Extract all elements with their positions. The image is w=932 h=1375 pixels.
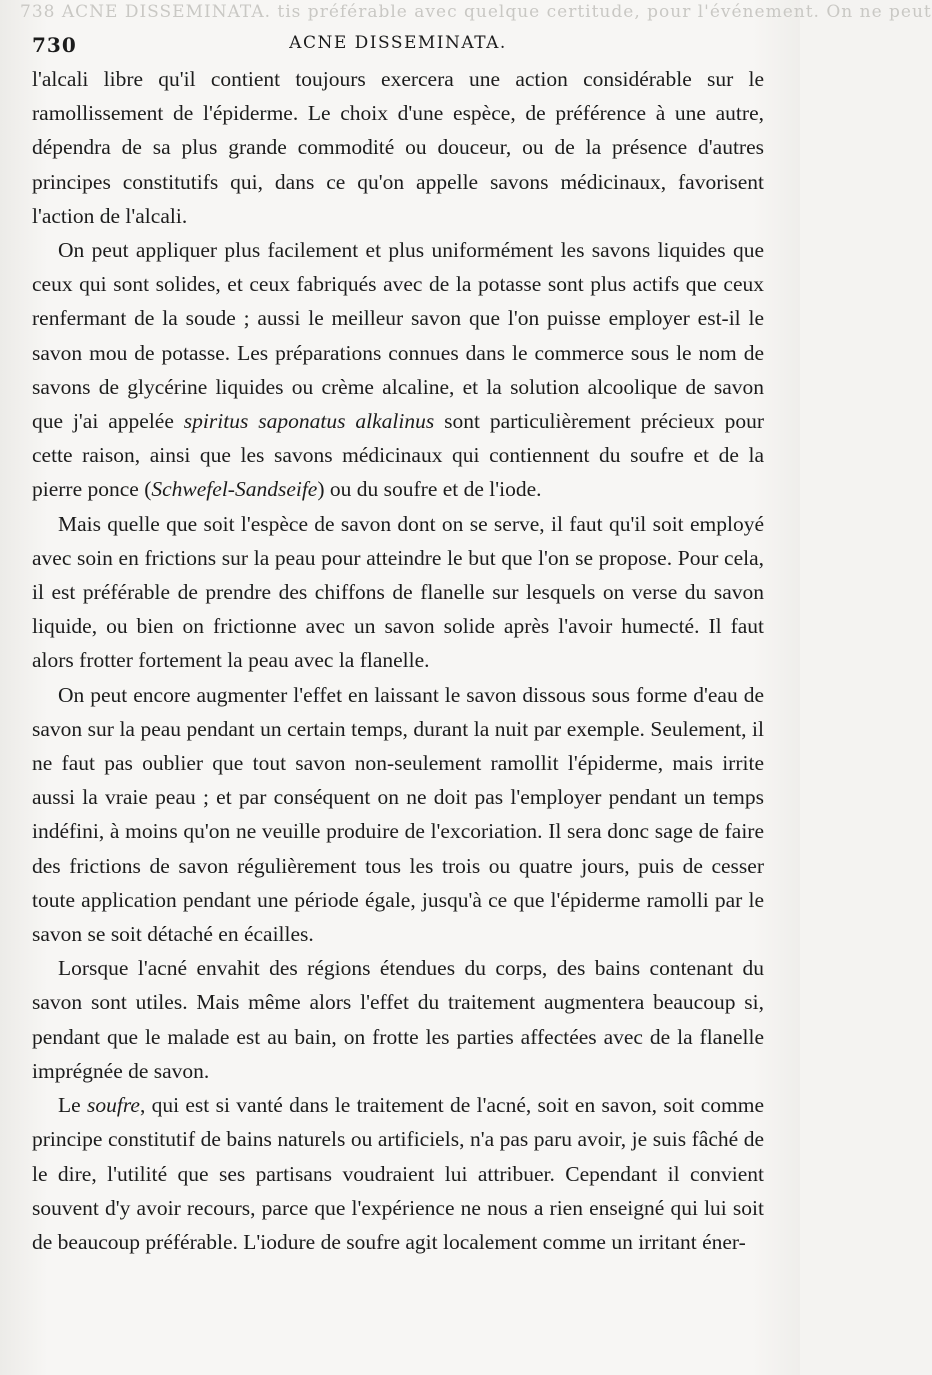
latin-term: spiritus saponatus alkalinus <box>183 409 435 434</box>
page-header <box>32 33 764 59</box>
paragraph-6: Le soufre, qui est si vanté dans le traitement de l'acné, soit en savon, soit comme principe constitutif de bains naturels ou artificiels, n'a pas paru avoir, je suis fâché de le dire, l'utilité que ses partisans voudraient lui attribuer. Cependant il convient souvent d'y avoir recours, parce que l'expérience ne nous a rien enseigné qui lui soit de beaucoup préférable. L'iodure de soufre agit localement comme un irritant éner- <box>32 1093 764 1254</box>
paragraph-1: l'alcali libre qu'il contient toujours exercera une action considérable sur le ramollissement de l'épiderme. Le choix d'une espèce, de préférence à une autre, dépendra de sa plus grande commodité ou douceur, ou de la présence d'autres principes constitutifs qui, dans ce qu'on appelle savons médicinaux, favorisent l'action de l'alcali. <box>32 67 764 228</box>
german-term: Schwefel-Sandseife <box>151 477 318 502</box>
paragraph-5: Lorsque l'acné envahit des régions étendues du corps, des bains contenant du savon sont utiles. Mais même alors l'effet du traitement augmentera beaucoup si, pendant que le malade est au bain, on frotte les parties affectées avec de la flanelle imprégnée de savon. <box>32 956 764 1083</box>
paragraph-4: On peut encore augmenter l'effet en laissant le savon dissous sous forme d'eau de savon sur la peau pendant un certain temps, durant la nuit par exemple. Seulement, il ne faut pas oublier que tout savon non-seulement ramollit l'épiderme, mais irrite aussi la vraie peau ; et par conséquent on ne doit pas l'employer pendant un temps indéfini, à moins qu'on ne veuille produire de l'excoriation. Il sera donc sage de faire des frictions de savon régulièrement tous les trois ou quatre jours, puis de cesser toute application pendant une période égale, jusqu'à ce que l'épiderme ramolli par le savon se soit détaché en écailles. <box>32 682 764 947</box>
paragraph-2: On peut appliquer plus facilement et plus uniformément les savons liquides que ceux qui sont solides, et ceux fabriqués avec de la potasse sont plus actifs que ceux renfermant de la soude ; aussi le meilleur savon que l'on puisse employer est-il le savon mou de potasse. Les préparations connues dans le commerce sous le nom de savons de glycérine liquides ou crème alcaline, et la solution alcoolique de savon que j'ai appelée spiritus saponatus alkalinus sont particulièrement précieux pour cette raison, ainsi que les savons médicinaux qui contiennent du soufre et de la pierre ponce (Schwefel-Sandseife) ou du soufre et de l'iode. <box>32 238 764 502</box>
soufre-term: soufre <box>86 1093 140 1118</box>
page-number: 730 <box>32 33 77 57</box>
body-text <box>32 62 764 1259</box>
bleed-through-text: 738 ACNE DISSEMINATA. tis préférable avec quelque certitude, pour l'événement. On ne peut <box>20 2 932 22</box>
paragraph-3: Mais quelle que soit l'espèce de savon dont on se serve, il faut qu'il soit employé avec soin en frictions sur la peau pour atteindre le but que l'on se propose. Pour cela, il est préférable de prendre des chiffons de flanelle sur lesquels on verse du savon liquide, ou bien on frictionne avec un savon solide après l'avoir humecté. Il faut alors frotter fortement la peau avec la flanelle. <box>32 511 764 673</box>
running-title: ACNE DISSEMINATA. <box>289 33 507 53</box>
